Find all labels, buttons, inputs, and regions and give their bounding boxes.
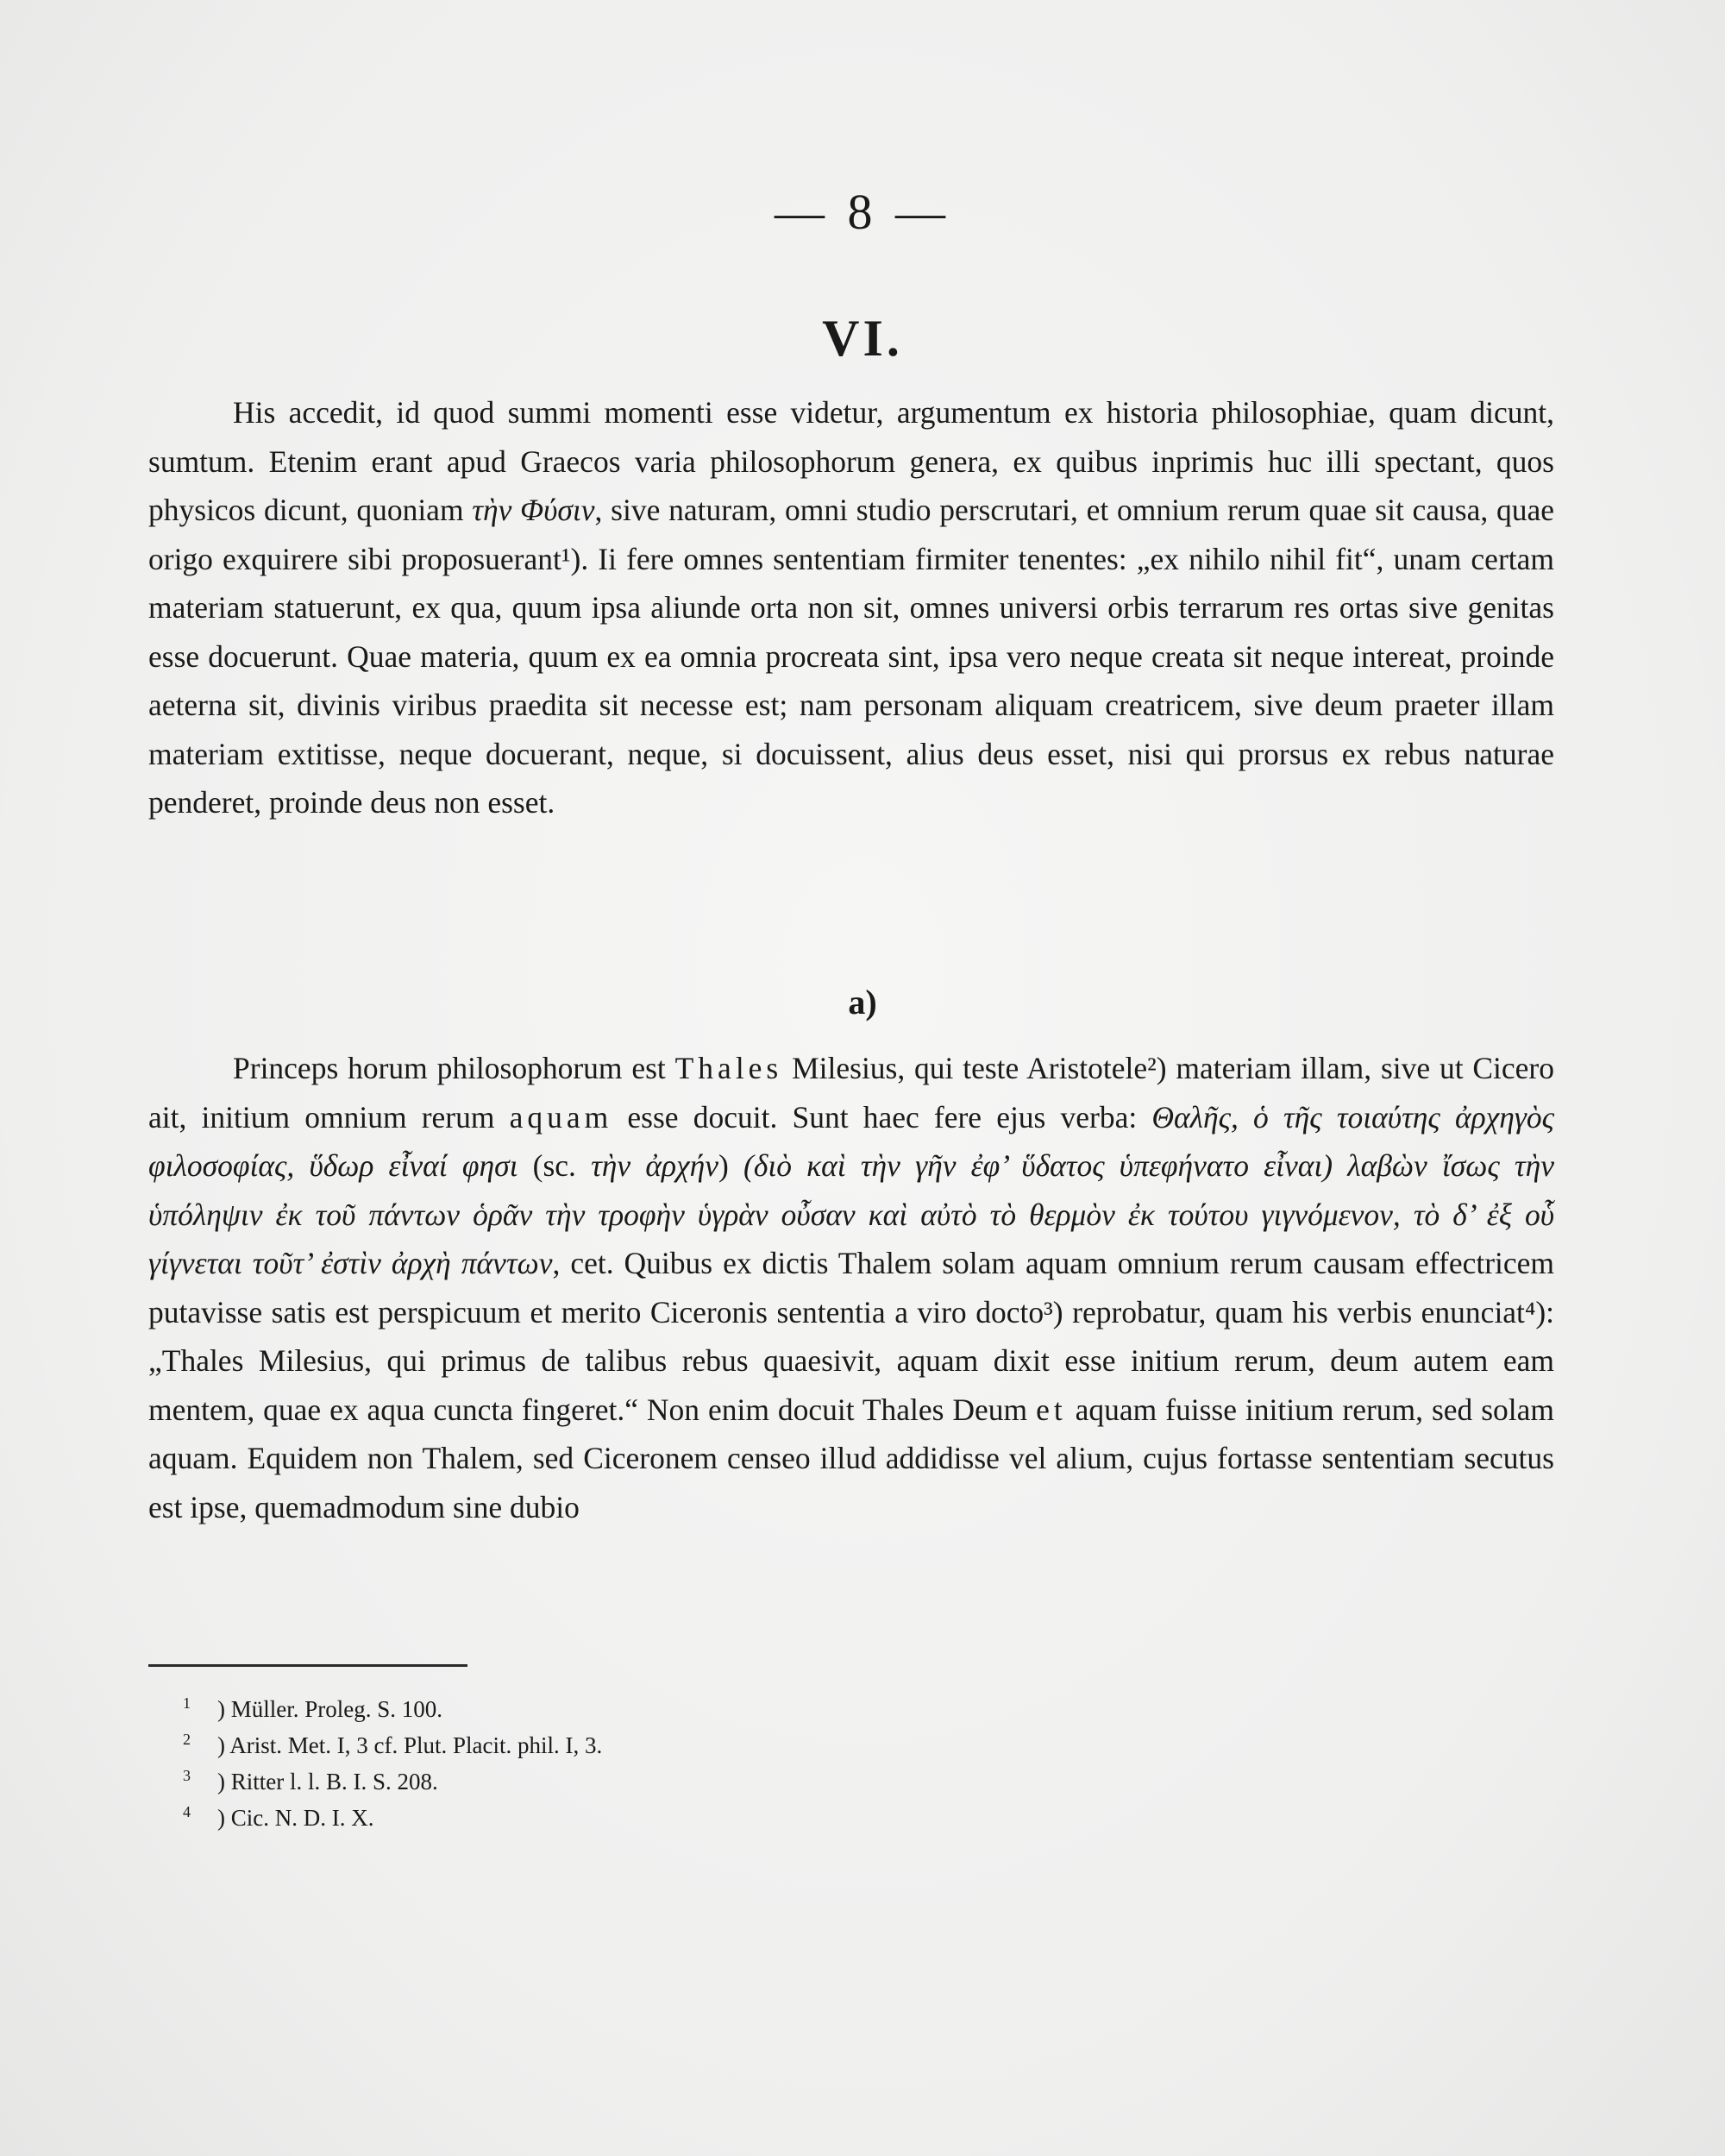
text-run: ) — [718, 1148, 744, 1183]
greek-quote-continued: (διὸ καὶ τὴν γῆν ἐφ’ ὕδατος ὑπεφήνατο εἶναι) λαβὼν ἴσως τὴν ὑπόληψιν ἐκ τοῦ πάντων ὁρᾶν τὴν τροφὴν ὑγρὰν οὖσαν καὶ αὐτὸ τὸ θερμὸν ἐκ τούτου γιγνόμενον, τὸ δ’ ἐξ οὗ γίγνεται τοῦτ’ ἐστὶν ἀρχὴ πάντων — [148, 1148, 1554, 1280]
text-run: , cet. Quibus ex dictis Thalem solam aquam omnium rerum causam effectricem putavisse satis est perspicuum et merito Ciceronis sententia a viro docto — [148, 1246, 1555, 1329]
footnote-divider — [148, 1664, 467, 1667]
footnote-text: ) Müller. Proleg. S. 100. — [217, 1696, 442, 1722]
text-run: Milesius, qui teste Aristotele — [782, 1051, 1148, 1085]
footnotes — [183, 1691, 1218, 1836]
text-run: ). Ii fere omnes sententiam firmiter tenentes: „ex nihilo nihil fit“, unam certam materiam statuerunt, ex qua, quum ipsa aliunde orta non sit, omnes universi orbis terrarum res ortas sive genitas esse docuerunt. Quae materia, quum ex ea omnia procreata sint, ipsa vero neque creata sit neque intereat, proinde aeterna sit, divinis viribus praedita sit necesse est; nam personam aliquam creatricem, sive deum praeter illam materiam extitisse, neque docuerant, neque, si docuissent, alius deus esset, nisi qui prorsus ex rebus naturae penderet, proinde deus non esset. — [148, 541, 1554, 820]
footnote-text: ) Cic. N. D. I. X. — [217, 1805, 374, 1831]
paragraph-1-text — [148, 388, 1554, 827]
text-run: (sc. — [518, 1148, 592, 1183]
text-run: aquam fuisse initium rerum, sed solam aquam. Equidem non Thalem, sed Ciceronem censeo illud addidisse vel alium, cujus fortasse sententiam secutus est ipse, quemadmodum sine dubio — [148, 1392, 1554, 1524]
section-title: VI. — [822, 310, 903, 367]
footnote-4 — [183, 1800, 1218, 1836]
greek-phrase: τὴν Φύσιν — [472, 493, 595, 527]
paragraph-2 — [148, 1044, 1554, 1531]
footnote-2 — [183, 1727, 1218, 1763]
greek-quote: Θαλῆς, ὁ τῆς τοιαύτης ἀρχηγὸς φιλοσοφίας, ὕδωρ εἶναί φησι — [148, 1099, 1554, 1183]
paragraph-1 — [148, 388, 1554, 827]
subsection-heading: a) — [848, 983, 877, 1021]
footnote-mark: 1 — [183, 1694, 191, 1712]
footnote-ref-4[interactable]: ⁴ — [1524, 1294, 1536, 1329]
paragraph-2-text — [148, 1044, 1554, 1531]
greek-phrase: τὴν ἀρχήν — [591, 1148, 719, 1183]
footnote-ref-3[interactable]: ³ — [1044, 1294, 1053, 1329]
emphasis-aquam: aquam — [509, 1099, 613, 1135]
footnote-ref-2[interactable]: ² — [1147, 1051, 1157, 1085]
footnote-text: ) Arist. Met. I, 3 cf. Plut. Placit. phil. I, 3. — [217, 1732, 603, 1758]
text-run: esse docuit. Sunt haec fere ejus verba: — [612, 1099, 1152, 1135]
text-run: Princeps horum philosophorum est — [233, 1051, 675, 1085]
footnote-mark: 2 — [183, 1731, 191, 1748]
footnote-mark: 3 — [183, 1767, 191, 1784]
text-run: ) reprobatur, quam his verbis enunciat — [1052, 1294, 1525, 1329]
footnote-3 — [183, 1763, 1218, 1800]
footnote-ref-1[interactable]: ¹ — [561, 541, 571, 576]
footnote-text: ) Ritter l. l. B. I. S. 208. — [217, 1769, 438, 1795]
footnote-mark: 4 — [183, 1803, 191, 1820]
text-run: ) materiam illam, sive ut Cicero ait, initium omnium rerum — [148, 1051, 1554, 1135]
page-number: — 8 — — [775, 184, 950, 240]
footnote-1 — [183, 1691, 1218, 1727]
emphasis-thales: Thales — [674, 1051, 783, 1085]
text-run: ): „Thales Milesius, qui primus de talibus rebus quaesivit, aquam dixit esse initium rerum, deum autem eam mentem, quae ex aqua cuncta fingeret.“ Non enim docuit Thales Deum — [148, 1294, 1555, 1427]
text-run: , sive naturam, omni studio perscrutari, et omnium rerum quae sit causa, quae origo exquirere sibi proposuerant — [148, 493, 1554, 576]
text-run: His accedit, id quod summi momenti esse videtur, argumentum ex historia philosophiae, quam dicunt, sumtum. Etenim erant apud Graecos varia philosophorum genera, ex quibus inprimis huc illi spectant, quos physicos dicunt, quoniam — [148, 395, 1554, 527]
emphasis-et: et — [1036, 1392, 1067, 1427]
